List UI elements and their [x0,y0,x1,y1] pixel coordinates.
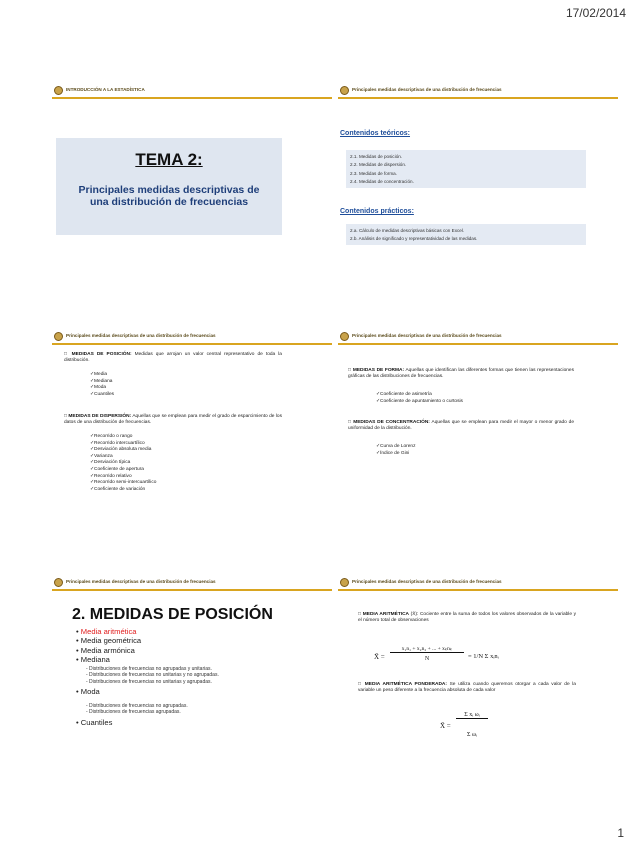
slide-2 [336,84,626,302]
list-item: ✓Desviación típica [90,460,131,466]
tema-subtitle-line-1: Principales medidas descriptivas de [78,184,260,196]
checkbox-bullet-icon: □ [358,682,363,687]
header-divider [52,343,332,345]
slide-header-text: Principales medidas descriptivas de una distribución de frecuencias [66,333,216,338]
slide-header [50,576,340,590]
list-item: ✓Recorrido semi-intercuartílico [90,480,157,486]
list-item: - Distribuciones de frecuencias no unitarias y no agrupadas. [86,672,219,679]
medidas-posicion-list [76,627,141,665]
medidas-posicion-text: Medidas que arrojan un valor central representativo de toda la distribución. [64,352,282,363]
concentracion-list [376,444,416,457]
slide-6 [336,576,626,794]
checkbox-bullet-icon: □ [358,612,362,617]
tema-subtitle-line-2: una distribución de frecuencias [89,196,249,208]
contenidos-teoricos-heading: Contenidos teóricos: [340,130,411,137]
list-item: - Distribuciones de frecuencias no unitarias y agrupadas. [86,678,212,685]
list-item: ✓Recorrido relativo [90,473,132,479]
slide-1 [50,84,340,302]
list-item: 2.1. Medidas de posición. [350,153,403,159]
media-aritmetica-symbol: (X̄): [410,612,419,617]
list-item: - Distribuciones de frecuencias no agrupadas. [86,703,188,709]
list-item: 2.b. Análisis de significado y representatividad de las medidas. [350,236,478,242]
page-number: 1 [617,826,624,840]
media-ponderada-text: Se utiliza cuando queremos otorgar a cada valor de la variable un peso diferente a la frecuencia absoluta de cada valor [358,682,576,693]
checkbox-bullet-icon: □ [348,368,352,373]
contenidos-teoricos-box [346,150,586,188]
slide-header [336,84,626,98]
medidas-concentracion-paragraph [348,420,574,432]
slide-header [336,330,626,344]
list-item: ✓Cuantiles [90,391,115,397]
formula-denominator: Σ ωᵢ [467,732,477,738]
list-item: ✓Mediana [90,378,113,384]
list-item: - Distribuciones de frecuencias agrupadas. [86,709,181,716]
header-divider [52,589,332,591]
slide-title: 2. MEDIDAS DE POSICIÓN [72,606,273,623]
slide-4 [336,330,626,548]
list-item: 2.2. Medidas de dispersión. [350,162,407,168]
slide-header [50,84,340,98]
medidas-forma-paragraph [348,368,574,380]
list-item: • Cuantiles [76,718,113,727]
list-item: • Media geométrica [76,636,142,646]
formula-numerator: x₁n₁ + x₂n₂ + ... + xₖnₖ [390,646,464,653]
formula-numerator: Σ xᵢ ωᵢ [456,712,488,719]
checkbox-bullet-icon: □ [348,420,352,425]
formula-denominator: N [424,656,430,662]
medidas-concentracion-text: Aquellas que se emplean para medir el mayor o menor grado de uniformidad de la distribución. [348,420,575,431]
tema-subtitle [64,184,274,208]
title-box [56,138,282,235]
media-ponderada-formula [440,710,500,746]
list-item: ✓Coeficiente de apuntamiento o curtosis [376,398,463,404]
list-item: - Distribuciones de frecuencias no agrupadas y unitarias. [86,666,212,672]
slide-header-text: Principales medidas descriptivas de una distribución de frecuencias [352,87,502,92]
print-date: 17/02/2014 [565,6,626,20]
posicion-list [90,372,114,398]
checkbox-bullet-icon: □ [64,352,69,357]
university-seal-icon [340,332,349,341]
university-seal-icon [54,332,63,341]
university-seal-icon [340,86,349,95]
slide-header-text: Principales medidas descriptivas de una distribución de frecuencias [352,333,502,338]
media-aritmetica-paragraph [358,612,576,624]
list-item: ✓Moda [90,385,107,391]
slide-header-text: INTRODUCCIÓN A LA ESTADÍSTICA [66,87,145,92]
media-ponderada-paragraph [358,682,576,694]
medidas-posicion-paragraph [64,352,282,364]
list-item: ✓Varianza [90,453,113,459]
list-item: ✓Recorrido o rango [90,434,133,439]
university-seal-icon [54,578,63,587]
list-item: ✓Curva de Lorenz [376,444,416,449]
list-item: ✓Índice de Gini [376,450,410,456]
list-item: • Mediana [76,655,110,665]
contenidos-practicos-heading: Contenidos prácticos: [340,208,414,215]
medidas-dispersion-label: MEDIDAS DE DISPERSIÓN: [68,414,132,419]
university-seal-icon [54,86,63,95]
list-item: ✓Coeficiente de variación [90,486,146,492]
contenidos-practicos-box [346,224,586,245]
media-aritmetica-formula [374,646,574,670]
media-ponderada-label: MEDIA ARITMÉTICA PONDERADA: [364,682,447,687]
forma-list [376,392,463,405]
medidas-posicion-label: MEDIDAS DE POSICIÓN: [71,352,132,357]
list-item: ✓Coeficiente de asimetría [376,392,432,397]
dispersion-list [90,434,156,493]
list-item: 2.3. Medidas de forma. [350,170,397,176]
medidas-dispersion-paragraph [64,414,282,426]
formula-rhs: = 1/N Σ xᵢnᵢ [468,653,499,660]
list-item: • Moda [76,687,100,696]
formula-lhs: X̄ = [440,722,451,730]
university-seal-icon [340,578,349,587]
header-divider [338,343,618,345]
moda-sublist [86,703,188,716]
checkbox-bullet-icon: □ [64,414,67,419]
list-item: ✓Media [90,372,108,377]
medidas-forma-text: Aquellas que identifican las diferentes formas que tienen las representaciones gráficas de las distribuciones de frecuencias. [348,368,574,379]
slide-header [50,330,340,344]
header-divider [338,97,618,99]
slide-header [336,576,626,590]
medidas-concentracion-label: MEDIDAS DE CONCENTRACIÓN: [353,420,430,425]
list-item: ✓Recorrido intercuartílico [90,440,145,446]
mediana-sublist [86,666,219,685]
formula-lhs: X̄ = [374,653,385,661]
media-aritmetica-text: Cociente entre la suma de todos los valores observados de la variable y el número total de observaciones [358,612,576,623]
tema-title: TEMA 2: [135,150,203,169]
media-aritmetica-label: MEDIA ARITMÉTICA [362,612,410,617]
slide-header-text: Principales medidas descriptivas de una distribución de frecuencias [66,579,216,584]
medidas-dispersion-text: Aquellas que se emplean para medir el grado de esparcimiento de los datos de una distribución de frecuencias. [64,414,283,425]
medidas-forma-label: MEDIDAS DE FORMA: [352,368,405,373]
list-item: ✓Desviación absoluta media [90,447,152,453]
list-item: • Media armónica [76,645,135,655]
slide-5 [50,576,340,794]
list-item: ✓Coeficiente de apertura [90,466,144,472]
list-item: 2.4. Medidas de concentración. [350,179,414,185]
list-item: 2.a. Cálculo de medidas descriptivas básicas con Excel. [350,227,465,233]
list-item: • Media aritmética [76,627,137,636]
slide-3 [50,330,340,548]
header-divider [338,589,618,591]
slide-header-text: Principales medidas descriptivas de una distribución de frecuencias [352,579,502,584]
header-divider [52,97,332,99]
